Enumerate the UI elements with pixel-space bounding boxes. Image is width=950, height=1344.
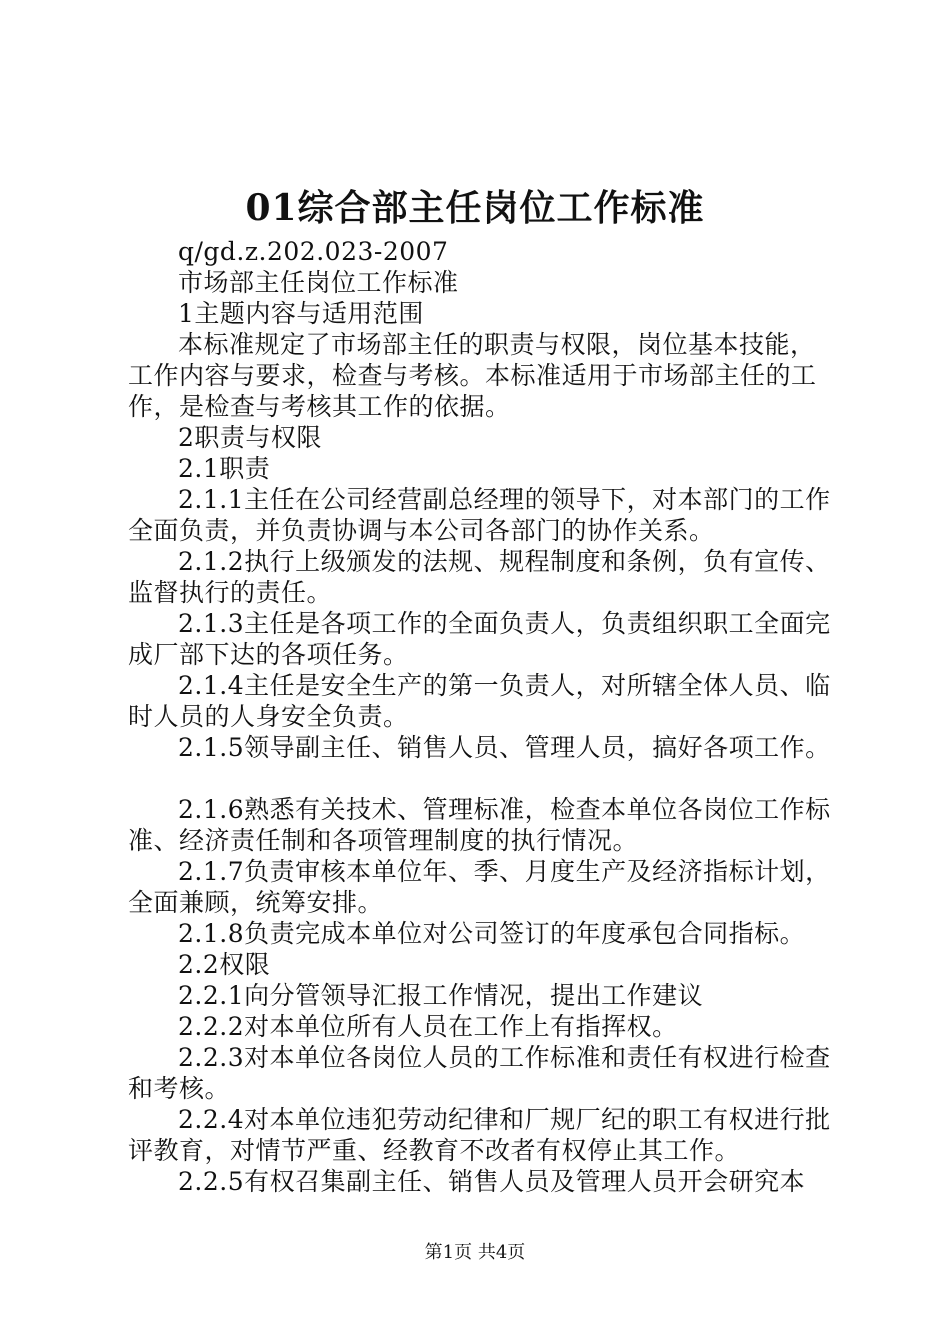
clause: 2.2.2对本单位所有人员在工作上有指挥权。 xyxy=(178,1012,678,1041)
document-code: q/gd.z.202.023-2007 xyxy=(178,237,449,266)
document-body xyxy=(128,236,834,1197)
clause: 2.1.8负责完成本单位对公司签订的年度承包合同指标。 xyxy=(178,919,806,948)
document-title: 01综合部主任岗位工作标准 xyxy=(245,187,705,229)
section-heading: 1主题内容与适用范围 xyxy=(178,299,424,328)
clause: 2.1.2执行上级颁发的法规、规程制度和条例，负有宣传、监督执行的责任。 xyxy=(128,547,831,607)
clause: 2.1.7负责审核本单位年、季、月度生产及经济指标计划，全面兼顾，统筹安排。 xyxy=(128,857,831,917)
clause: 2.2.5有权召集副主任、销售人员及管理人员开会研究本 xyxy=(178,1167,806,1196)
subsection-heading: 2.1职责 xyxy=(178,454,271,483)
page-footer: 第1页 共4页 xyxy=(424,1242,526,1263)
clause: 2.1.6熟悉有关技术、管理标准，检查本单位各岗位工作标准、经济责任制和各项管理制度的执行情况。 xyxy=(128,795,831,855)
document-subtitle: 市场部主任岗位工作标准 xyxy=(178,268,459,297)
blank-line xyxy=(128,763,834,794)
subsection-heading: 2.2权限 xyxy=(178,950,271,979)
clause: 2.2.1向分管领导汇报工作情况，提出工作建议 xyxy=(178,981,704,1010)
clause: 2.2.3对本单位各岗位人员的工作标准和责任有权进行检查和考核。 xyxy=(128,1043,831,1103)
clause: 2.1.1主任在公司经营副总经理的领导下，对本部门的工作全面负责，并负责协调与本公司各部门的协作关系。 xyxy=(128,485,831,545)
clause: 2.1.5领导副主任、销售人员、管理人员，搞好各项工作。 xyxy=(178,733,831,762)
clause: 2.2.4对本单位违犯劳动纪律和厂规厂纪的职工有权进行批评教育，对情节严重、经教育不改者有权停止其工作。 xyxy=(128,1105,831,1165)
clause: 2.1.3主任是各项工作的全面负责人，负责组织职工全面完成厂部下达的各项任务。 xyxy=(128,609,831,669)
section-heading: 2职责与权限 xyxy=(178,423,322,452)
paragraph: 本标准规定了市场部主任的职责与权限，岗位基本技能，工作内容与要求，检查与考核。本标准适用于市场部主任的工作，是检查与考核其工作的依据。 xyxy=(128,330,817,421)
clause: 2.1.4主任是安全生产的第一负责人，对所辖全体人员、临时人员的人身安全负责。 xyxy=(128,671,831,731)
